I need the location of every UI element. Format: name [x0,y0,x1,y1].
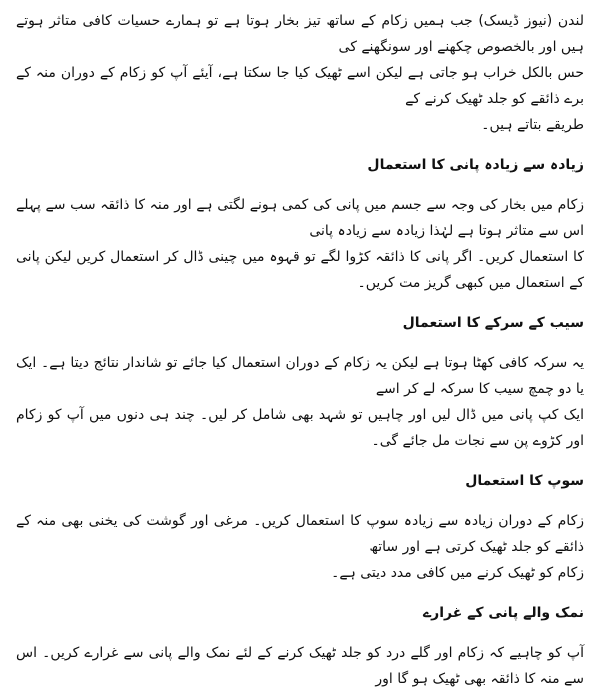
spacer [16,138,584,152]
section-body-vinegar: یہ سرکہ کافی کھٹا ہوتا ہے لیکن یہ زکام کے دوران استعمال کیا جائے تو شاندار نتائج دیتا ہے۔ ایک یا دو چمچ سیب کا سرکہ لے کر اسے ایک کپ پانی میں ڈال لیں اور چاہیں تو شہد بھی شامل کر لیں۔ چند ہی دنوں میں آپ کو زکام اور کڑوے پن سے نجات مل جائے گی۔ [16,355,584,449]
spacer [16,178,584,192]
spacer [16,454,584,468]
section-heading-soup: سوپ کا استعمال [465,473,584,489]
spacer [16,296,584,310]
intro-paragraph: لندن (نیوز ڈیسک) جب ہمیں زکام کے ساتھ تیز بخار ہوتا ہے تو ہمارے حسیات کافی متاثر ہوتے ہیں اور بالخصوص چکھنے اور سونگھنے کی حس بالکل خراب ہو جاتی ہے لیکن اسے ٹھیک کیا جا سکتا ہے، آیئے آپ کو زکام کے دوران منہ کے برے ذائقے کو جلد ٹھیک کرنے کے طریقے بتاتے ہیں۔ [16,13,584,133]
section-body-water: زکام میں بخار کی وجہ سے جسم میں پانی کی کمی ہونے لگتی ہے اور منہ کا ذائقہ سب سے پہلے اس سے متاثر ہوتا ہے لہٰذا زیادہ سے زیادہ پانی کا استعمال کریں۔ اگر پانی کا ذائقہ کڑوا لگے تو قہوہ میں چینی ڈال کر استعمال کریں لیکن پانی کے استعمال میں کبھی گریز مت کریں۔ [16,197,584,291]
section-body-soup: زکام کے دوران زیادہ سے زیادہ سوپ کا استعمال کریں۔ مرغی اور گوشت کی یخنی بھی منہ کے ذائقے کو جلد ٹھیک کرتی ہے اور ساتھ زکام کو ٹھیک کرنے میں کافی مدد دیتی ہے۔ [16,513,584,581]
spacer [16,586,584,600]
section-heading-vinegar: سیب کے سرکے کا استعمال [402,315,584,331]
section-heading-gargle: نمک والے پانی کے غرارے [422,605,584,621]
section-heading-water: زیادہ سے زیادہ پانی کا استعمال [367,157,584,173]
section-body-gargle: آپ کو چاہیے کہ زکام اور گلے درد کو جلد ٹھیک کرنے کے لئے نمک والے پانی سے غرارے کریں۔ اس سے منہ کا ذائقہ بھی ٹھیک ہو گا اور [16,645,584,687]
spacer [16,336,584,350]
spacer [16,626,584,640]
spacer [16,494,584,508]
